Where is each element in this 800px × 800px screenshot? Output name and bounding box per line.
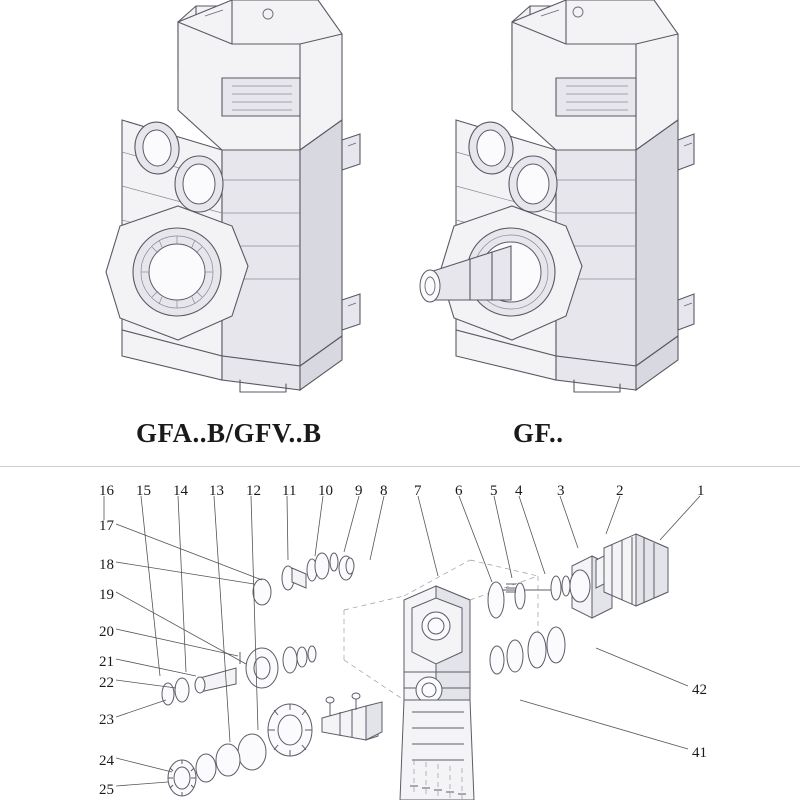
callout-top-4: 4 <box>515 483 523 499</box>
callout-top-7: 7 <box>414 483 422 499</box>
callout-top-1: 1 <box>697 483 705 499</box>
callout-left-22: 22 <box>99 675 114 691</box>
caption-gf: GF.. <box>513 418 564 448</box>
callout-top-5: 5 <box>490 483 498 499</box>
gearbox-drawing-left <box>106 0 360 392</box>
callout-top-15: 15 <box>136 483 151 499</box>
callout-top-11: 11 <box>282 483 297 499</box>
callout-top-16: 16 <box>99 483 114 499</box>
callout-top-8: 8 <box>380 483 388 499</box>
callout-top-10: 10 <box>318 483 333 499</box>
callout-top-6: 6 <box>455 483 463 499</box>
callout-left-17: 17 <box>99 518 114 534</box>
callout-top-9: 9 <box>355 483 363 499</box>
callout-top-14: 14 <box>173 483 188 499</box>
callout-left-23: 23 <box>99 712 114 728</box>
callout-left-24: 24 <box>99 753 114 769</box>
callout-top-13: 13 <box>209 483 224 499</box>
callout-top-2: 2 <box>616 483 624 499</box>
callout-left-21: 21 <box>99 654 114 670</box>
callout-right-41: 41 <box>692 745 707 761</box>
section-divider <box>0 466 800 467</box>
callout-left-18: 18 <box>99 557 114 573</box>
callout-top-12: 12 <box>246 483 261 499</box>
callout-left-25: 25 <box>99 782 114 798</box>
gearbox-drawing-right <box>420 0 694 392</box>
caption-gfab-gfvb: GFA..B/GFV..B <box>136 418 322 448</box>
exploded-assembly-drawing <box>104 496 700 800</box>
callout-left-19: 19 <box>99 587 114 603</box>
callout-right-42: 42 <box>692 682 707 698</box>
callout-top-3: 3 <box>557 483 565 499</box>
callout-left-20: 20 <box>99 624 114 640</box>
